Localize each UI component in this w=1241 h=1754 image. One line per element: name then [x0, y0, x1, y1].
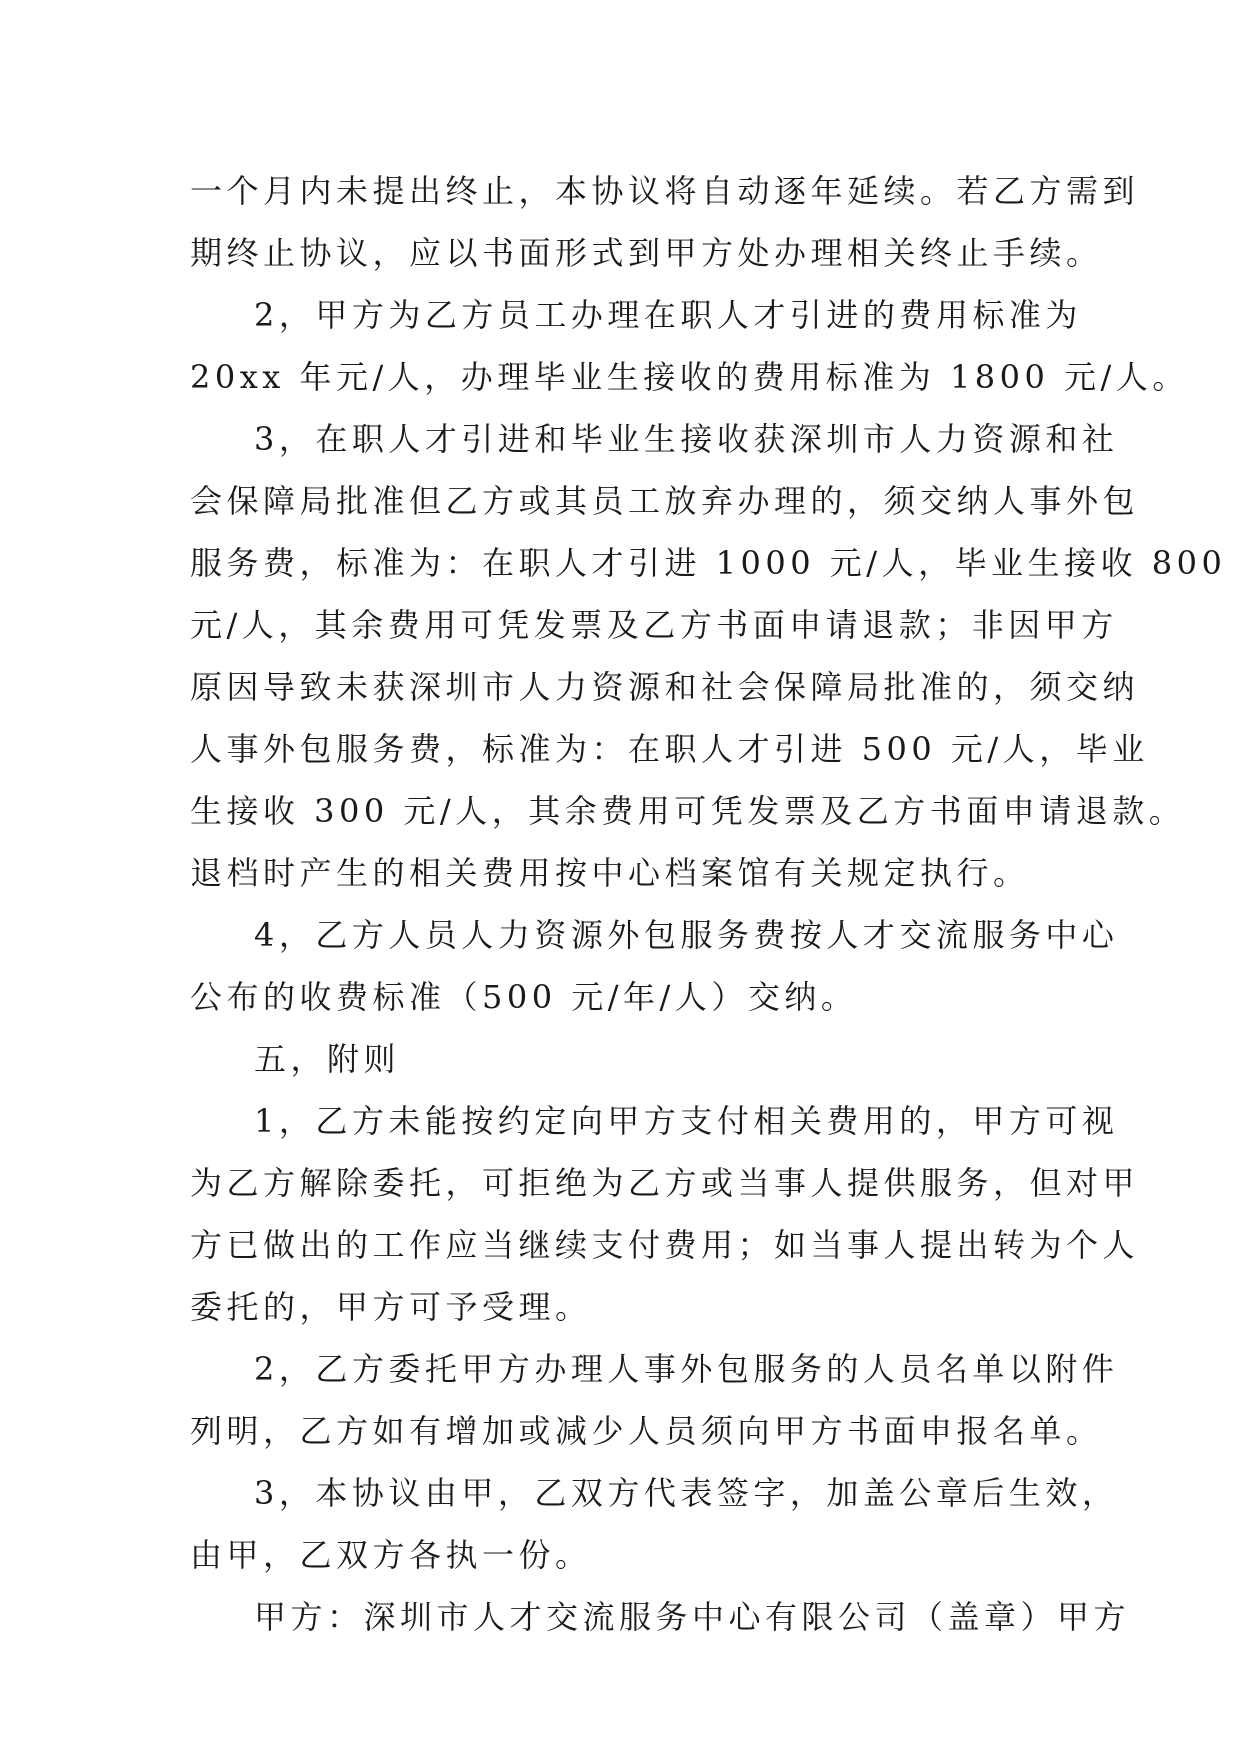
paragraph-rule-2 [190, 1338, 1119, 1462]
text-line: 公布的收费标准（500 元/年/人）交纳。 [190, 978, 858, 1016]
section-heading-supplementary [190, 1028, 1050, 1090]
text-line: 期终止协议，应以书面形式到甲方处办理相关终止手续。 [190, 234, 1103, 272]
text-line: 一个月内未提出终止，本协议将自动逐年延续。若乙方需到 [190, 172, 1140, 210]
text-line: 为乙方解除委托，可拒绝为乙方或当事人提供服务，但对甲 [190, 1164, 1140, 1202]
text-line: 人事外包服务费，标准为：在职人才引进 500 元/人，毕业 [190, 730, 1149, 768]
paragraph-fee-standard-3 [190, 408, 1227, 904]
text-line: 4，乙方人员人力资源外包服务费按人才交流服务中心 [254, 916, 1119, 954]
text-line: 五，附则 [254, 1040, 401, 1078]
paragraph-rule-1 [190, 1090, 1140, 1338]
paragraph-fee-standard-2 [190, 284, 1189, 408]
text-line: 生接收 300 元/人，其余费用可凭发票及乙方书面申请退款。 [190, 792, 1186, 830]
text-line: 1，乙方未能按约定向甲方支付相关费用的，甲方可视 [254, 1102, 1119, 1140]
signature-line [190, 1586, 1131, 1648]
paragraph-rule-3 [190, 1462, 1119, 1586]
text-line: 原因导致未获深圳市人力资源和社会保障局批准的，须交纳 [190, 668, 1140, 706]
text-line: 2，甲方为乙方员工办理在职人才引进的费用标准为 [254, 296, 1082, 334]
text-line: 委托的，甲方可予受理。 [190, 1288, 592, 1326]
document-body [190, 160, 1227, 1648]
text-line: 3，本协议由甲，乙双方代表签字，加盖公章后生效， [254, 1474, 1119, 1512]
text-line: 由甲，乙双方各执一份。 [190, 1536, 592, 1574]
text-line: 会保障局批准但乙方或其员工放弃办理的，须交纳人事外包 [190, 482, 1140, 520]
text-line: 服务费，标准为：在职人才引进 1000 元/人，毕业生接收 800 [190, 544, 1227, 582]
text-line: 列明，乙方如有增加或减少人员须向甲方书面申报名单。 [190, 1412, 1103, 1450]
text-line: 3，在职人才引进和毕业生接收获深圳市人力资源和社 [254, 420, 1119, 458]
paragraph-continuation [190, 160, 1140, 284]
text-line: 2，乙方委托甲方办理人事外包服务的人员名单以附件 [254, 1350, 1119, 1388]
text-line: 20xx 年元/人，办理毕业生接收的费用标准为 1800 元/人。 [190, 358, 1189, 396]
paragraph-fee-standard-4 [190, 904, 1119, 1028]
text-line: 元/人，其余费用可凭发票及乙方书面申请退款；非因甲方 [190, 606, 1118, 644]
text-line: 甲方：深圳市人才交流服务中心有限公司（盖章）甲方 [254, 1598, 1131, 1636]
text-line: 退档时产生的相关费用按中心档案馆有关规定执行。 [190, 854, 1030, 892]
text-line: 方已做出的工作应当继续支付费用；如当事人提出转为个人 [190, 1226, 1140, 1264]
